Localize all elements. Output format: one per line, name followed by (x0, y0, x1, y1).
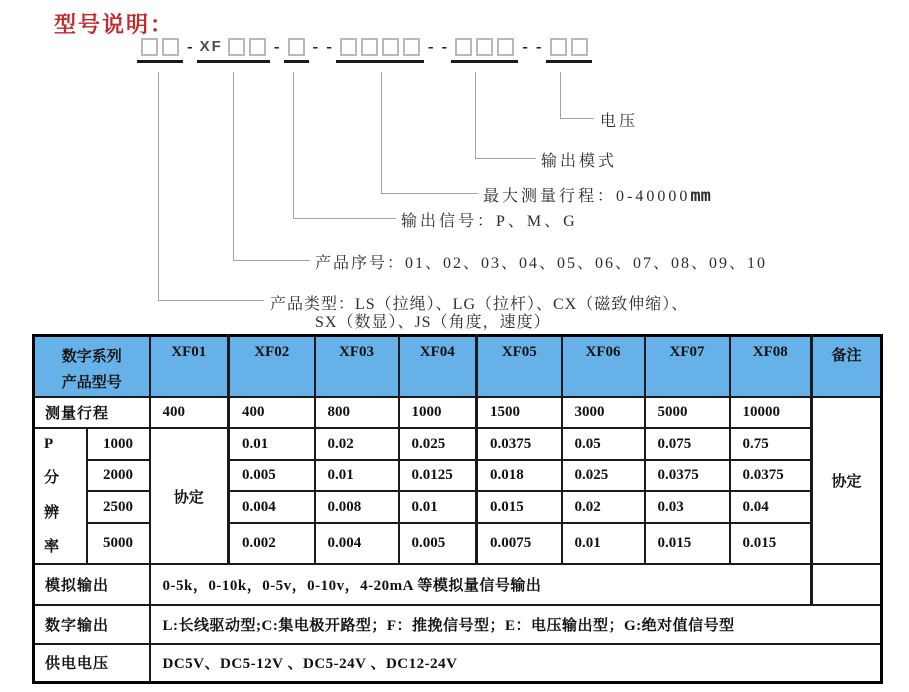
power-supply-value: DC5V、DC5-12V 、DC5-24V 、DC12-24V (150, 644, 882, 682)
travel-cell: 10000 (730, 397, 812, 428)
header-xf06: XF06 (562, 336, 645, 398)
resolution-cell: 0.04 (730, 491, 812, 523)
remark-merged-cell: 协定 (812, 397, 882, 564)
resolution-cell: 0.75 (730, 428, 812, 460)
xf-prefix: XF (199, 38, 223, 55)
resolution-cell: 0.0375 (477, 428, 562, 460)
code-box (162, 38, 179, 56)
travel-label: 测量行程 (34, 397, 150, 428)
header-xf05: XF05 (477, 336, 562, 398)
travel-cell: 400 (150, 397, 229, 428)
pattern-group-voltage (546, 38, 592, 63)
leader-hline-travel (381, 193, 478, 194)
code-box (497, 38, 514, 56)
power-supply-row (34, 644, 882, 682)
leader-hline-signal (293, 218, 396, 219)
leader-vline-serial (233, 72, 234, 260)
resolution-cell: 0.01 (562, 523, 645, 564)
resolution-cell: 0.02 (562, 491, 645, 523)
label-product-serial: 产品序号：01、02、03、04、05、06、07、08、09、10 (315, 255, 768, 272)
pattern-group-travel (336, 38, 424, 63)
leader-hline-product-type (158, 300, 264, 301)
label-max-travel (483, 183, 711, 206)
resolution-cell: 0.015 (645, 523, 730, 564)
resolution-cell: 0.02 (315, 428, 399, 460)
label-voltage: 电压 (600, 113, 639, 130)
remark-empty-cell (812, 564, 882, 605)
resolution-cell: 0.025 (562, 460, 645, 490)
freq-cell: 5000 (87, 523, 150, 564)
resolution-cell: 0.01 (315, 460, 399, 490)
header-xf07: XF07 (645, 336, 730, 398)
header-remark: 备注 (812, 336, 882, 398)
resolution-cell: 0.005 (229, 460, 315, 490)
spec-table (32, 334, 883, 684)
resolution-cell: 0.008 (315, 491, 399, 523)
resolution-cell: 0.015 (477, 491, 562, 523)
resolution-cell: 0.025 (399, 428, 477, 460)
label-output-signal: 输出信号：P、M、G (401, 213, 578, 230)
leader-vline-output-mode (475, 72, 476, 158)
header-series (34, 336, 150, 398)
code-box (476, 38, 493, 56)
power-supply-label: 供电电压 (34, 644, 150, 682)
pattern-hyphen: - (522, 37, 528, 56)
resolution-label-char: 辨 (44, 504, 60, 521)
resolution-cell: 0.0125 (399, 460, 477, 490)
resolution-cell: 0.004 (315, 523, 399, 564)
header-xf08: XF08 (730, 336, 812, 398)
code-box (249, 38, 266, 56)
travel-cell: 1500 (477, 397, 562, 428)
resolution-cell: 0.005 (399, 523, 477, 564)
resolution-cell: 0.075 (645, 428, 730, 460)
label-max-travel-text: 最大测量行程：0-40000 (483, 188, 691, 205)
resolution-cell: 0.004 (229, 491, 315, 523)
digital-output-label: 数字输出 (34, 605, 150, 644)
code-box (228, 38, 245, 56)
freq-cell: 2000 (87, 460, 150, 490)
header-xf03: XF03 (315, 336, 399, 398)
travel-cell: 3000 (562, 397, 645, 428)
pattern-hyphen: - (441, 37, 448, 56)
xf01-merged-cell: 协定 (150, 428, 229, 564)
analog-output-label: 模拟输出 (34, 564, 150, 605)
analog-output-row (34, 564, 882, 605)
label-product-type-line2: SX（数显）、JS（角度，速度） (315, 314, 551, 331)
resolution-cell: 0.0075 (477, 523, 562, 564)
digital-output-value: L:长线驱动型;C:集电极开路型；F：推挽信号型；E：电压输出型；G:绝对值信号型 (150, 605, 882, 644)
header-xf04: XF04 (399, 336, 477, 398)
pattern-hyphen: - (326, 37, 332, 56)
pattern-hyphen: - (273, 37, 280, 56)
model-number-pattern (137, 38, 592, 63)
resolution-cell: 0.01 (399, 491, 477, 523)
code-box (550, 38, 567, 56)
resolution-label (34, 428, 87, 564)
header-series-line1: 数字系列 (61, 349, 122, 365)
travel-cell: 400 (229, 397, 315, 428)
pattern-hyphen: - (427, 37, 434, 56)
code-box (382, 38, 399, 56)
resolution-cell: 0.018 (477, 460, 562, 490)
leader-vline-travel (381, 72, 382, 193)
freq-cell: 1000 (87, 428, 150, 460)
leader-vline-product-type (158, 72, 159, 300)
code-box (571, 38, 588, 56)
table-header-row (34, 336, 882, 398)
pattern-group-serial (197, 38, 270, 63)
header-xf02: XF02 (229, 336, 315, 398)
code-box (361, 38, 378, 56)
pattern-hyphen: - (312, 37, 319, 56)
label-max-travel-unit: mm (690, 186, 711, 206)
resolution-cell: 0.01 (229, 428, 315, 460)
code-box (288, 38, 305, 56)
code-box (141, 38, 158, 56)
digital-output-row (34, 605, 882, 644)
pattern-group-product-type (137, 38, 183, 63)
leader-hline-voltage (560, 118, 594, 119)
travel-cell: 5000 (645, 397, 730, 428)
pattern-group-output-mode (451, 38, 518, 63)
resolution-cell: 0.0375 (730, 460, 812, 490)
pattern-hyphen: - (535, 37, 542, 56)
header-xf01: XF01 (150, 336, 229, 398)
label-product-type-line1: 产品类型：LS（拉绳）、LG（拉杆）、CX（磁致伸缩）、 (270, 296, 689, 313)
analog-output-value: 0-5k，0-10k，0-5v，0-10v，4-20mA 等模拟量信号输出 (150, 564, 812, 605)
resolution-label-char: 分 (44, 470, 60, 487)
code-box (403, 38, 420, 56)
resolution-label-char: P (44, 435, 54, 452)
travel-cell: 1000 (399, 397, 477, 428)
freq-cell: 2500 (87, 491, 150, 523)
leader-vline-voltage (560, 72, 561, 118)
resolution-cell: 0.0375 (645, 460, 730, 490)
code-box (340, 38, 357, 56)
travel-cell: 800 (315, 397, 399, 428)
code-box (455, 38, 472, 56)
resolution-cell: 0.015 (730, 523, 812, 564)
label-output-mode: 输出模式 (541, 153, 618, 170)
header-series-line2: 产品型号 (61, 375, 122, 391)
resolution-row-1000 (34, 428, 882, 460)
leader-hline-output-mode (475, 158, 536, 159)
travel-row (34, 397, 882, 428)
pattern-group-signal (284, 38, 309, 63)
leader-vline-signal (293, 72, 294, 218)
leader-hline-serial (233, 260, 310, 261)
page-title: 型号说明： (54, 12, 175, 37)
resolution-cell: 0.03 (645, 491, 730, 523)
resolution-cell: 0.05 (562, 428, 645, 460)
pattern-hyphen: - (187, 37, 193, 56)
resolution-label-char: 率 (44, 539, 60, 556)
resolution-cell: 0.002 (229, 523, 315, 564)
